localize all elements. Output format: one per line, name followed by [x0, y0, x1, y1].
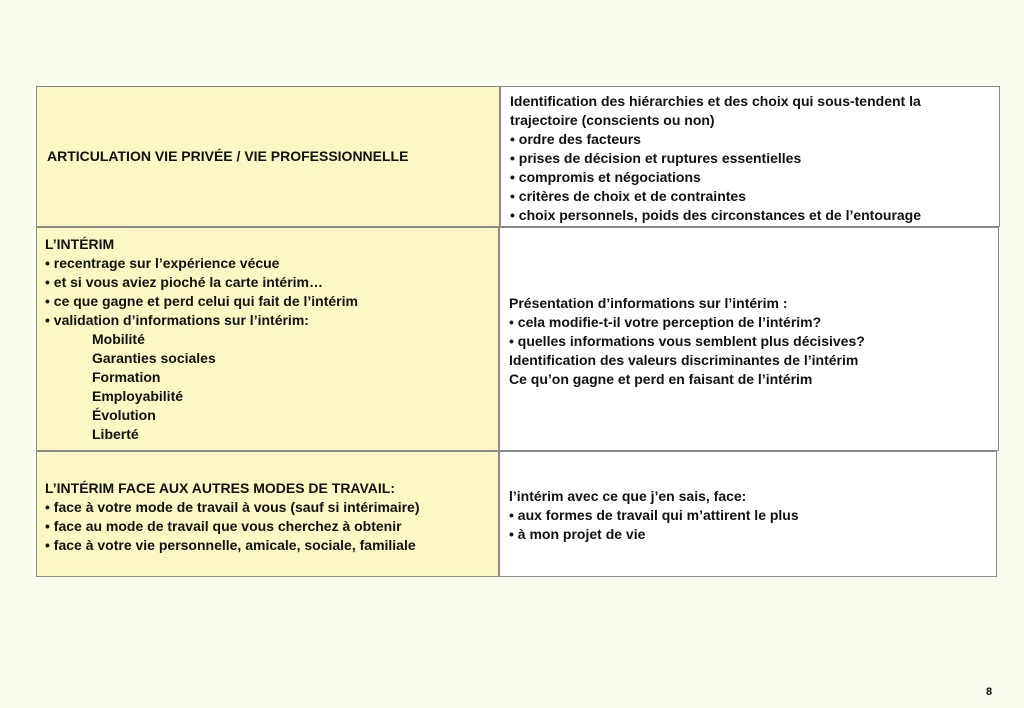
- row2-right-line: Ce qu’on gagne et perd en faisant de l’intérim: [509, 371, 813, 387]
- page-number: 8: [986, 686, 993, 698]
- row1-right-line: • choix personnels, poids des circonstances et de l’entourage: [510, 207, 922, 223]
- row2-sub-item: Employabilité: [92, 388, 184, 404]
- row3-left-line: • face à votre mode de travail à vous (sauf si intérimaire): [45, 499, 420, 515]
- row2-left-line: • recentrage sur l’expérience vécue: [45, 255, 280, 271]
- row3-left-title: L’INTÉRIM FACE AUX AUTRES MODES DE TRAVAIL:: [45, 480, 396, 496]
- row3-right-line: • à mon projet de vie: [509, 526, 646, 542]
- row2-left-cell: [36, 227, 499, 451]
- row1-right-line: • compromis et négociations: [510, 169, 701, 185]
- row1-left-title: ARTICULATION VIE PRIVÉE / VIE PROFESSIONNELLE: [47, 148, 409, 164]
- row2-left-line: • et si vous aviez pioché la carte intérim…: [45, 274, 324, 290]
- row3-left-line: • face à votre vie personnelle, amicale, sociale, familiale: [45, 537, 416, 553]
- row2-left-line: • validation d’informations sur l’intérim:: [45, 312, 309, 328]
- row1-right-line: • ordre des facteurs: [510, 131, 641, 147]
- row2-right-line: • cela modifie-t-il votre perception de l’intérim?: [509, 314, 822, 330]
- row1-right-line: trajectoire (conscients ou non): [510, 112, 715, 128]
- row2-sub-item: Formation: [92, 369, 161, 385]
- row2-right-line: Identification des valeurs discriminantes de l’intérim: [509, 352, 859, 368]
- row2-sub-item: Liberté: [92, 426, 139, 442]
- row3-right-line: l’intérim avec ce que j’en sais, face:: [509, 488, 747, 504]
- row2-sub-item: Garanties sociales: [92, 350, 216, 366]
- row3-left-line: • face au mode de travail que vous cherchez à obtenir: [45, 518, 402, 534]
- row2-right-cell: [499, 227, 999, 451]
- row3-right-cell: [499, 451, 997, 577]
- row2-left-title: L’INTÉRIM: [45, 236, 115, 252]
- row2-left-line: • ce que gagne et perd celui qui fait de l’intérim: [45, 293, 358, 309]
- row2-sub-item: Mobilité: [92, 331, 145, 347]
- row2-right-line: Présentation d’informations sur l’intérim :: [509, 295, 788, 311]
- row1-left-cell: [36, 86, 500, 227]
- row3-left-cell: [36, 451, 499, 577]
- row3-right-line: • aux formes de travail qui m’attirent le plus: [509, 507, 799, 523]
- row1-right-cell: [500, 86, 1000, 227]
- row1-right-line: • prises de décision et ruptures essentielles: [510, 150, 802, 166]
- row2-sub-item: Évolution: [92, 407, 156, 423]
- row2-right-line: • quelles informations vous semblent plus décisives?: [509, 333, 865, 349]
- row1-right-line: • critères de choix et de contraintes: [510, 188, 746, 204]
- row1-right-line: Identification des hiérarchies et des choix qui sous-tendent la: [510, 93, 921, 109]
